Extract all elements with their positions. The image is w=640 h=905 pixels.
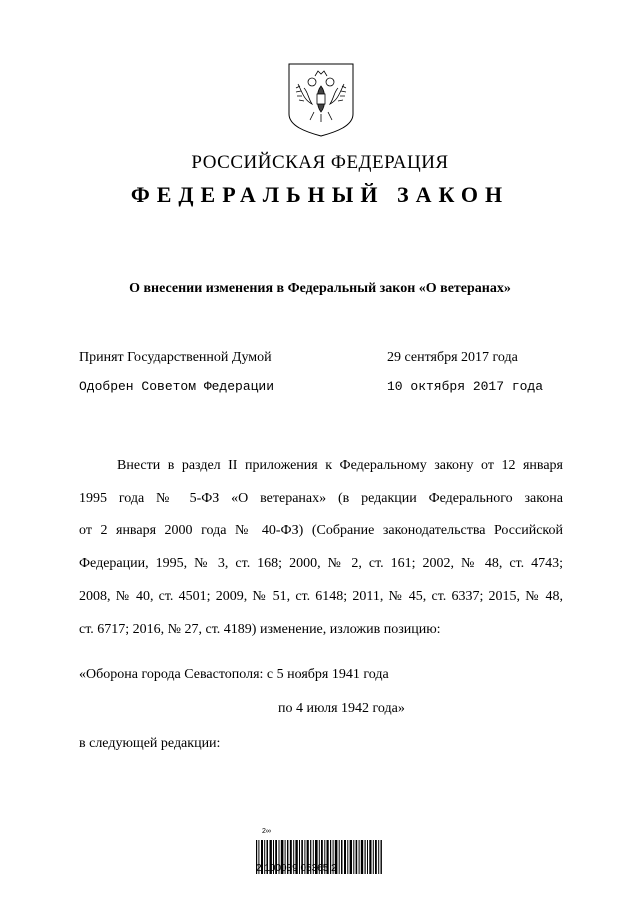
body-line: от 2 января 2000 года № 40-ФЗ) (Собрание законодательства Российской [79,523,563,538]
quoted-position-line: по 4 июля 1942 года» [278,701,405,716]
adopted-by-duma-date: 29 сентября 2017 года [387,350,518,365]
approved-by-council-label: Одобрен Советом Федерации [79,379,275,394]
body-line: 1995 года № 5-ФЗ «О ветеранах» (в редакции Федерального закона [79,491,563,506]
closing-phrase: в следующей редакции: [79,736,221,751]
law-subject: О внесении изменения в Федеральный закон «О ветеранах» [129,281,511,296]
body-line: Федерации, 1995, № 3, ст. 168; 2000, № 2, ст. 161; 2002, № 48, ст. 4743; [79,556,563,571]
body-line: ст. 6717; 2016, № 27, ст. 4189) изменение, изложив позицию: [79,622,441,637]
approved-by-council-date: 10 октября 2017 года [387,379,544,394]
scan-mark: 2∞ [262,828,271,835]
barcode-number: 2 100039 05365 2 [256,863,337,874]
body-line: Внести в раздел II приложения к Федеральному закону от 12 января [117,458,563,473]
body-line: 2008, № 40, ст. 4501; 2009, № 51, ст. 6148; 2011, № 45, ст. 6337; 2015, № 48, [79,589,563,604]
quoted-position-line: «Оборона города Севастополя: с 5 ноября 1941 года [79,667,389,682]
document-type-title: ФЕДЕРАЛЬНЫЙ ЗАКОН [130,182,510,207]
coat-of-arms-emblem [286,62,356,138]
country-heading: РОССИЙСКАЯ ФЕДЕРАЦИЯ [191,152,449,173]
adopted-by-duma-label: Принят Государственной Думой [79,350,272,365]
